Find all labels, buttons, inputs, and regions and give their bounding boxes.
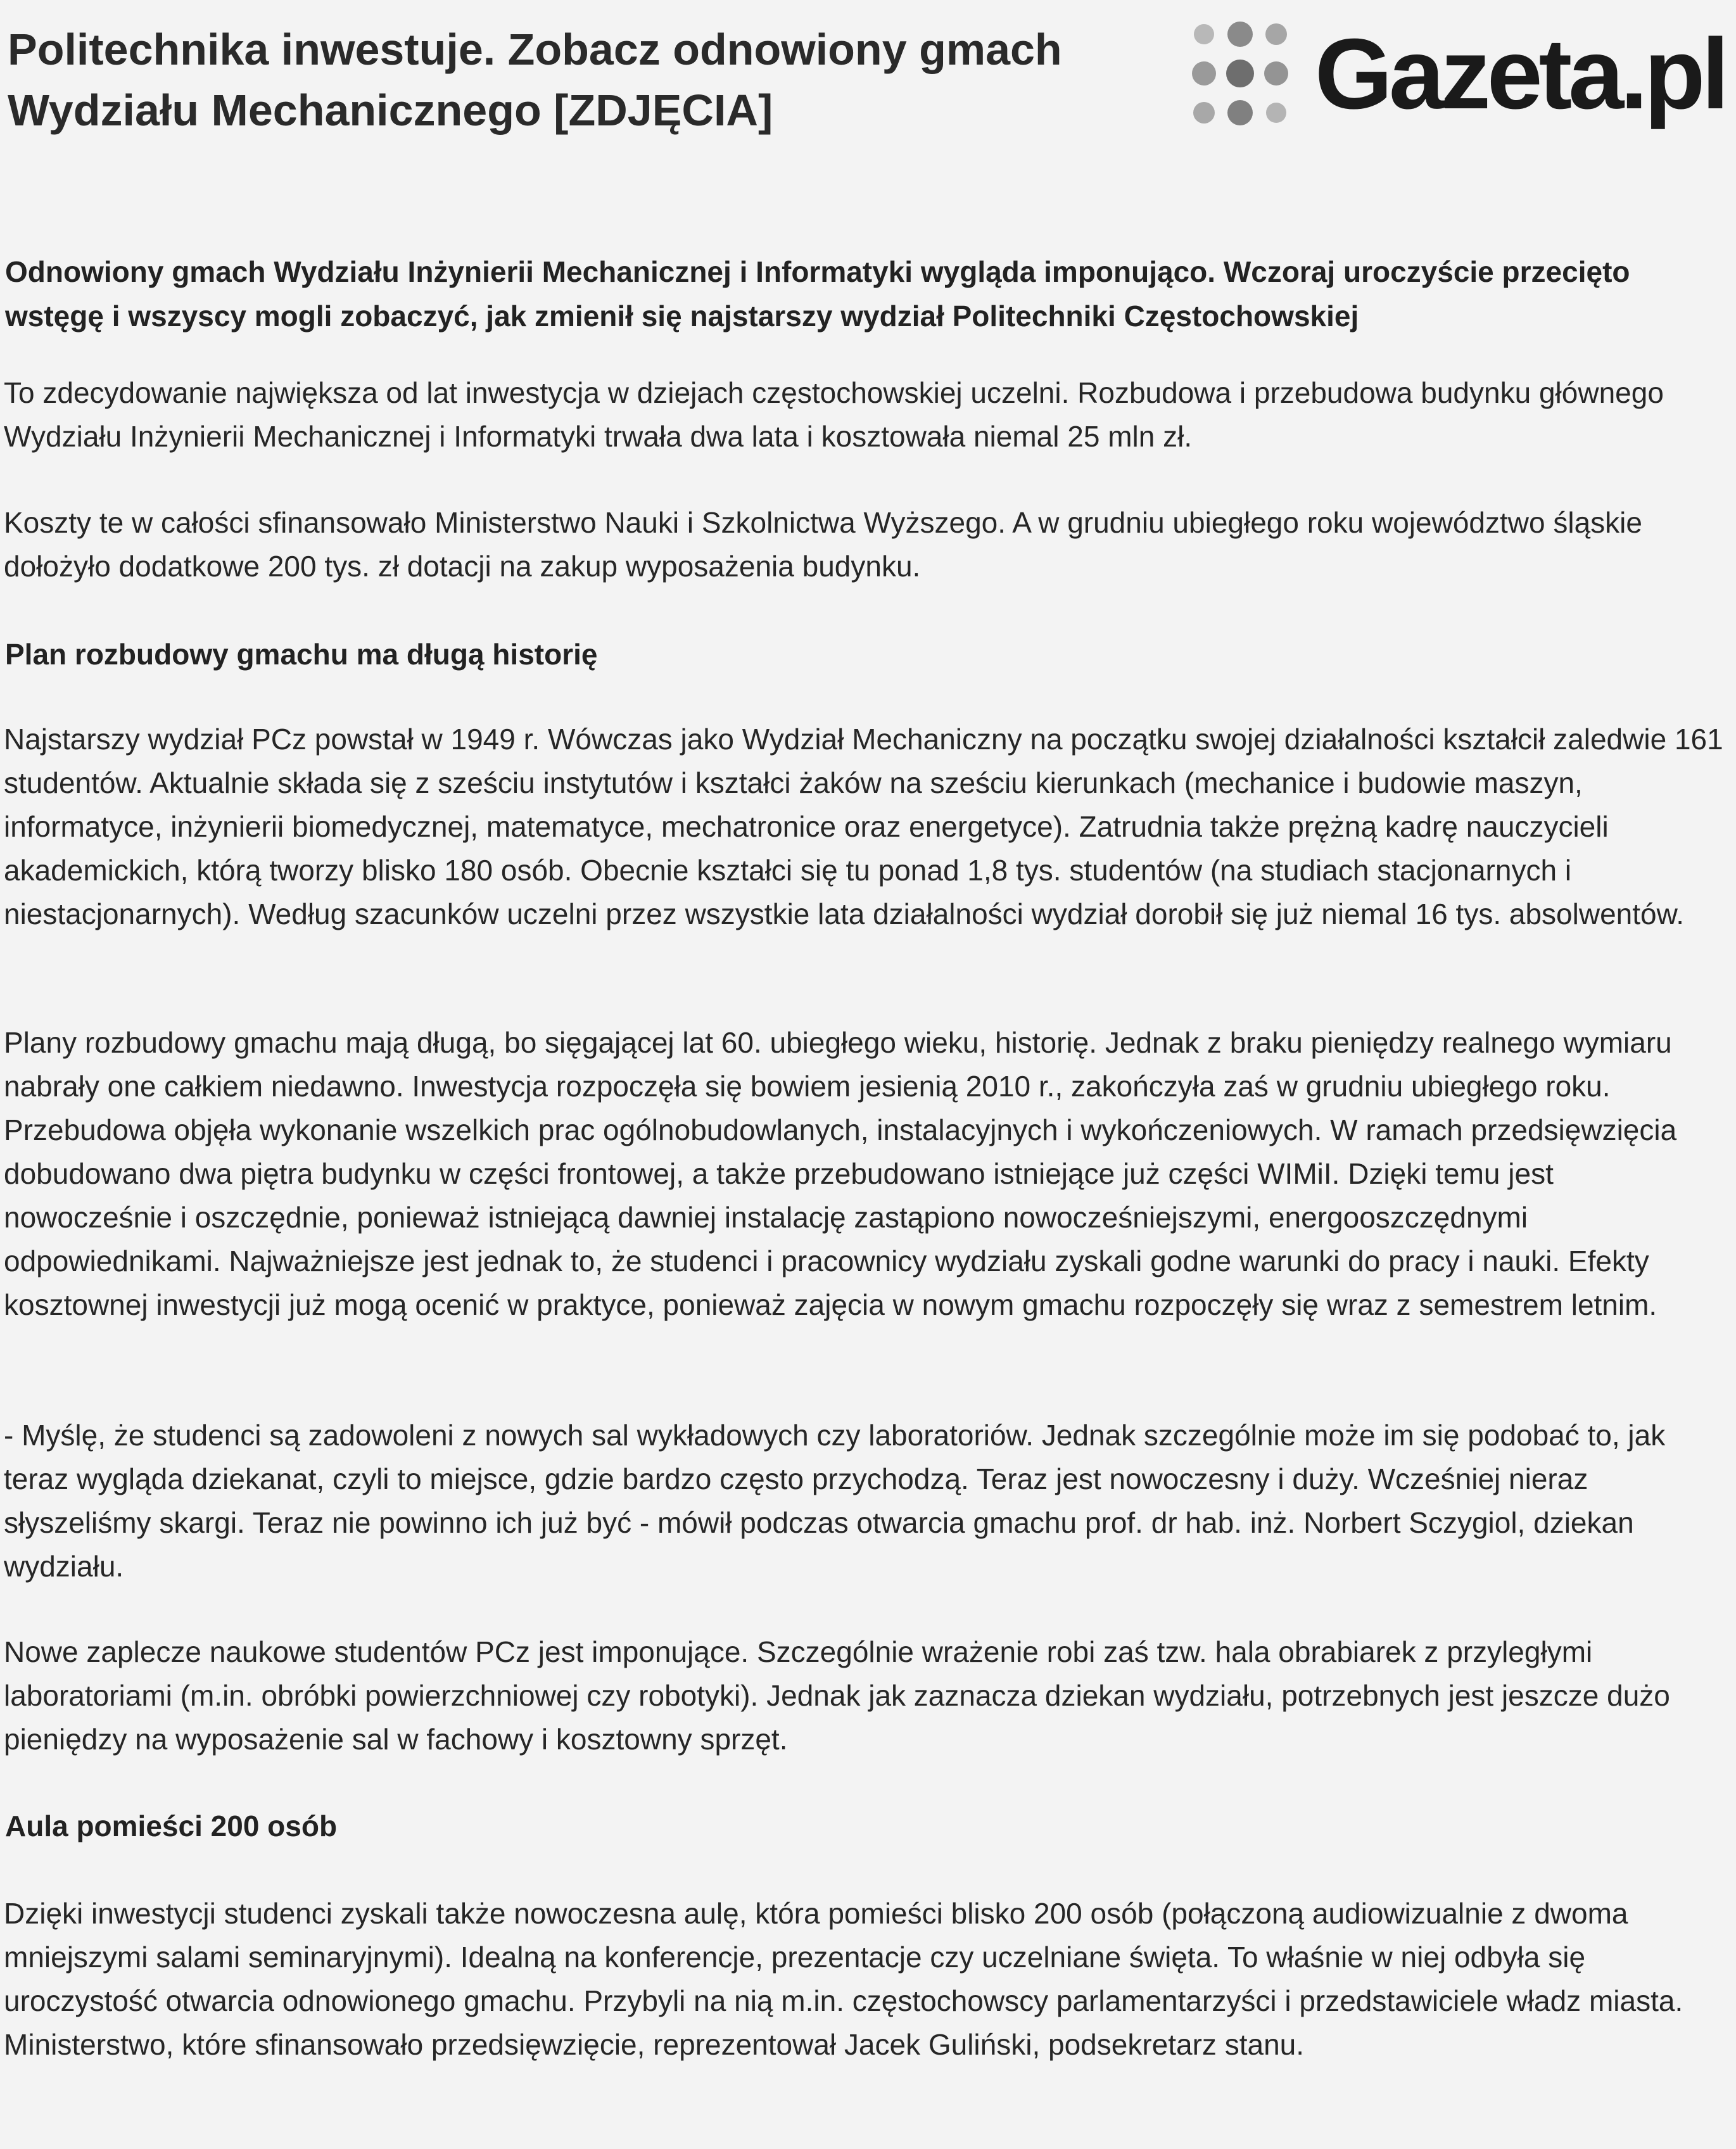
article-paragraph: To zdecydowanie największa od lat inwestycja w dziejach częstochowskiej uczelni. Rozbudowa i przebudowa budynku głównego Wydziału Inżynierii Mechanicznej i Informatyki trwała dwa lata i kosztowała niemal 25 mln zł. <box>4 376 1664 453</box>
dot-grid-logo-icon <box>1188 16 1296 130</box>
section-heading: Aula pomieści 200 osób <box>5 1810 338 1842</box>
gazeta-logo <box>1188 16 1726 137</box>
article-paragraph: Plany rozbudowy gmachu mają długą, bo sięgającej lat 60. ubiegłego wieku, historię. Jednak z braku pieniędzy realnego wymiaru nabrały one całkiem niedawno. Inwestycja rozpoczęła się bowiem jesienią 2010 r., zakończyła zaś w grudniu ubiegłego roku. Przebudowa objęła wykonanie wszelkich prac ogólnobudowlanych, instalacyjnych i wykończeniowych. W ramach przedsięwzięcia dobudowano dwa piętra budynku w części frontowej, a także przebudowano istniejące już części WIMiI. Dzięki temu jest nowocześnie i oszczędnie, ponieważ istniejącą dawniej instalację zastąpiono nowocześniejszymi, energooszczędnymi odpowiednikami. Najważniejsze jest jednak to, że studenci i pracownicy wydziału zyskali godne warunki do pracy i nauki. Efekty kosztownej inwestycji już mogą ocenić w praktyce, ponieważ zajęcia w nowym gmachu rozpoczęły się wraz z semestrem letnim. <box>4 1026 1677 1321</box>
article-paragraph: Dzięki inwestycji studenci zyskali także nowoczesna aulę, która pomieści blisko 200 osób (połączoną audiowizualnie z dwoma mniejszymi salami seminaryjnymi). Idealną na konferencje, prezentacje czy uczelniane święta. To właśnie w niej odbyła się uroczystość otwarcia odnowionego gmachu. Przybyli na nią m.in. częstochowscy parlamentarzyści i przedstawiciele władz miasta. Ministerstwo, które sfinansowało przedsięwzięcie, reprezentował Jacek Guliński, podsekretarz stanu. <box>4 1897 1683 2061</box>
article-paragraph: Nowe zaplecze naukowe studentów PCz jest imponujące. Szczególnie wrażenie robi zaś tzw. hala obrabiarek z przyległymi laboratoriami (m.in. obróbki powierzchniowej czy robotyki). Jednak jak zaznacza dziekan wydziału, potrzebnych jest jeszcze dużo pieniędzy na wyposażenie sal w fachowy i kosztowny sprzęt. <box>4 1635 1670 1756</box>
gazeta-logo-text: Gazeta.pl <box>1315 18 1726 130</box>
section-heading: Plan rozbudowy gmachu ma długą historię <box>5 638 598 671</box>
article-paragraph: Najstarszy wydział PCz powstał w 1949 r. Wówczas jako Wydział Mechaniczny na początku swojej działalności kształcił zaledwie 161 studentów. Aktualnie składa się z sześciu instytutów i kształci żaków na sześciu kierunkach (mechanice i budowie maszyn, informatyce, inżynierii biomedycznej, matematyce, mechatronice oraz energetyce). Zatrudnia także prężną kadrę nauczycieli akademickich, którą tworzy blisko 180 osób. Obecnie kształci się tu ponad 1,8 tys. studentów (na studiach stacjonarnych i niestacjonarnych). Według szacunków uczelni przez wszystkie lata działalności wydział dorobił się już niemal 16 tys. absolwentów. <box>4 723 1723 930</box>
article-paragraph: - Myślę, że studenci są zadowoleni z nowych sal wykładowych czy laboratoriów. Jednak szczególnie może im się podobać to, jak teraz wygląda dziekanat, czyli to miejsce, gdzie bardzo często przychodzą. Teraz jest nowoczesny i duży. Wcześniej nieraz słyszeliśmy skargi. Teraz nie powinno ich już być - mówił podczas otwarcia gmachu prof. dr hab. inż. Norbert Sczygiol, dziekan wydziału. <box>4 1419 1666 1583</box>
article-lead: Odnowiony gmach Wydziału Inżynierii Mechanicznej i Informatyki wygląda imponująco. Wczoraj uroczyście przecięto wstęgę i wszyscy mogli zobaczyć, jak zmienił się najstarszy wydział Politechniki Częstochowskiej <box>5 255 1630 333</box>
article-title: Politechnika inwestuje. Zobacz odnowiony gmach Wydziału Mechanicznego [ZDJĘCIA] <box>8 25 1062 135</box>
article-paragraph: Koszty te w całości sfinansowało Ministerstwo Nauki i Szkolnictwa Wyższego. A w grudniu ubiegłego roku województwo śląskie dołożyło dodatkowe 200 tys. zł dotacji na zakup wyposażenia budynku. <box>4 506 1642 583</box>
